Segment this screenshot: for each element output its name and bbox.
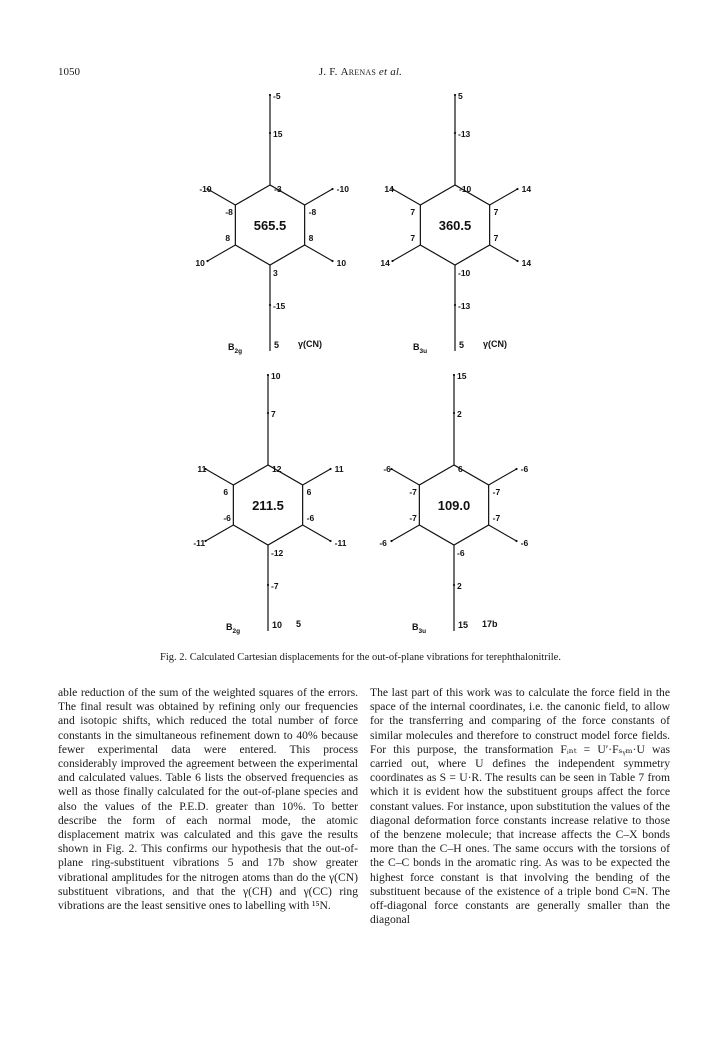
c-atom-bottom-tr (454, 304, 456, 306)
ch-bond-ll-bl (206, 525, 234, 541)
disp-ring-top-bl: 12 (272, 464, 282, 474)
disp-bot-c-tr: -13 (458, 301, 471, 311)
disp-ll-h-tl: 10 (195, 258, 205, 268)
ch-bond-ll-br (392, 525, 420, 541)
disp-ll-c-br: -7 (409, 513, 417, 523)
disp-ring-top-tl: -3 (274, 184, 282, 194)
disp-ring-top-br: 6 (458, 464, 463, 474)
disp-lr-h-bl: -11 (334, 538, 347, 548)
ch-bond-ur-tr (490, 189, 518, 205)
c-atom-bottom-bl (267, 584, 269, 586)
ch-bond-ul-br (392, 469, 420, 485)
symmetry-label-bl: $B_{2g}$ (226, 622, 241, 635)
disp-ur-c-bl: 6 (306, 487, 312, 497)
mode-number-tr: 5 (459, 340, 465, 350)
symmetry-label-br: $B_{3u}$ (412, 622, 427, 635)
h-atom-lr-bl (329, 540, 331, 542)
disp-lr-c-tl: 8 (308, 233, 314, 243)
disp-ll-c-tr: 7 (410, 233, 416, 243)
body-left-column (58, 686, 358, 913)
h-atom-ll-tl (206, 260, 208, 262)
h-atom-ll-br (390, 540, 392, 542)
disp-top-c-br: 2 (457, 409, 462, 419)
symmetry-subscript-br: 3u (418, 628, 427, 635)
disp-ur-c-br: -7 (492, 487, 501, 497)
disp-bot-c-br: 2 (457, 581, 462, 591)
frequency-value-tr: 360.5 (438, 218, 472, 233)
mode-extra-tr: γ(CN) (483, 339, 507, 349)
ch-bond-lr-bl (303, 525, 331, 541)
n-atom-top-bl (267, 374, 269, 376)
disp-ll-c-tl: 8 (225, 233, 231, 243)
mode-extra-br: 17b (482, 619, 498, 629)
disp-top-n-tr: 5 (458, 91, 463, 101)
disp-ring-bot-tr: -10 (458, 268, 471, 278)
disp-lr-h-tl: 10 (336, 258, 347, 268)
disp-ring-bot-tl: 3 (273, 268, 278, 278)
disp-ur-h-br: -6 (520, 464, 529, 474)
ch-bond-ll-tr (393, 245, 421, 261)
disp-ul-c-br: -7 (409, 487, 417, 497)
n-atom-top-br (453, 374, 455, 376)
ch-bond-ll-tl (208, 245, 236, 261)
mode-number-br: 15 (458, 620, 469, 630)
frequency-value-tl: 565.5 (253, 218, 287, 233)
n-atom-top-tr (454, 94, 456, 96)
disp-ring-top-tr: -10 (459, 184, 472, 194)
disp-top-n-bl: 10 (271, 371, 281, 381)
mode-number-bl: 10 (272, 620, 283, 630)
disp-ll-h-tr: 14 (380, 258, 390, 268)
disp-lr-h-br: -6 (520, 538, 529, 548)
disp-ul-c-bl: 6 (223, 487, 229, 497)
page-number: 1050 (58, 66, 80, 78)
disp-ring-bot-br: -6 (457, 548, 465, 558)
disp-lr-c-bl: -6 (306, 513, 315, 523)
h-atom-ur-tl (331, 188, 333, 190)
disp-bot-c-tl: -15 (273, 301, 286, 311)
disp-ul-h-tl: -10 (199, 184, 212, 194)
disp-ur-h-tl: -10 (336, 184, 349, 194)
c-atom-bottom-br (453, 584, 455, 586)
figure-caption: Fig. 2. Calculated Cartesian displacements for the out-of-plane vibrations for terephthalonitrile. (160, 652, 561, 663)
author-suffix: et al. (378, 66, 403, 78)
disp-bot-c-bl: -7 (271, 581, 279, 591)
h-atom-ur-tr (516, 188, 518, 190)
ch-bond-ul-tr (393, 189, 421, 205)
c-atom-top-tr (454, 132, 456, 134)
body-right-column (370, 686, 670, 927)
symmetry-subscript-tr: 3u (419, 348, 428, 355)
n-atom-top-tl (269, 94, 271, 96)
ch-bond-ul-tl (208, 189, 236, 205)
h-atom-lr-br (515, 540, 517, 542)
disp-ring-bot-bl: -12 (271, 548, 284, 558)
disp-ul-h-bl: 11 (197, 464, 207, 474)
h-atom-ll-tr (391, 260, 393, 262)
disp-ur-c-tr: 7 (493, 207, 499, 217)
h-atom-lr-tr (516, 260, 518, 262)
symmetry-subscript-tl: 2g (234, 348, 243, 355)
mode-extra-bl: 5 (296, 619, 302, 629)
ch-bond-ur-tl (305, 189, 333, 205)
disp-ur-c-tl: -8 (308, 207, 317, 217)
h-atom-ur-br (515, 468, 517, 470)
c-atom-top-bl (267, 412, 269, 414)
c-atom-top-br (453, 412, 455, 414)
c-atom-bottom-tl (269, 304, 271, 306)
symmetry-label-tr: $B_{3u}$ (413, 342, 428, 355)
author-surname: Arenas (340, 66, 376, 78)
disp-ur-h-bl: 11 (334, 464, 344, 474)
ch-bond-ur-bl (303, 469, 331, 485)
ch-bond-ul-bl (206, 469, 234, 485)
ch-bond-ur-br (489, 469, 517, 485)
disp-ul-c-tl: -8 (225, 207, 233, 217)
h-atom-lr-tl (331, 260, 333, 262)
disp-top-c-tr: -13 (458, 129, 471, 139)
disp-lr-h-tr: 14 (521, 258, 532, 268)
disp-ur-h-tr: 14 (521, 184, 532, 194)
disp-ul-h-br: -6 (383, 464, 391, 474)
ch-bond-lr-tl (305, 245, 333, 261)
disp-lr-c-br: -7 (492, 513, 501, 523)
disp-ul-c-tr: 7 (410, 207, 416, 217)
paragraph-left: able reduction of the sum of the weighted squares of the errors. The final result was obtained by refining only our frequencies and isotopic shifts, which reduced the total number of force constants in the simultaneous refinement down to 40% because fewer experimental data were entered. This process considerably improved the agreement between the experimental and calculated values. Table 6 lists the observed frequencies as well as those finally calculated for the out-of-plane species and also the values of the P.E.D. greater than 10%. To better describe the form of each normal mode, the atomic displacement matrix was calculated and this gave the results shown in Fig. 2. This confirms our hypothesis that the out-of-plane ring-substituent vibrations 5 and 17b show greater vibrational amplitudes for the nitrogen atoms than do the γ(CN) substituent vibrations, and that the γ(CH) and γ(CC) ring vibrations are the least sensitive ones to labelling with ¹⁵N. (58, 686, 358, 913)
c-atom-top-tl (269, 132, 271, 134)
ch-bond-lr-tr (490, 245, 518, 261)
disp-ll-h-br: -6 (379, 538, 387, 548)
ch-bond-lr-br (489, 525, 517, 541)
disp-lr-c-tr: 7 (493, 233, 499, 243)
author-initials: J. F. (318, 66, 338, 78)
disp-top-c-tl: 15 (273, 129, 283, 139)
frequency-value-br: 109.0 (437, 498, 471, 513)
symmetry-subscript-bl: 2g (232, 628, 241, 635)
frequency-value-bl: 211.5 (252, 498, 284, 513)
disp-top-n-br: 15 (457, 371, 467, 381)
paragraph-right: The last part of this work was to calculate the force field in the space of the internal coordinates, i.e. the canonic field, to allow for the transferring and comparing of the force constants of similar molecules and therefore to construct model force fields. For this purpose, the transformation Fᵢₙₜ = U′·Fₛᵧₘ·U was carried out, where U defines the independent symmetry coordinates as S = U·R. The results can be seen in Table 7 from which it is evident how the substituent groups affect the force constant values. For instance, upon substitution the values of the diagonal deformation force constants increase relative to those of the benzene molecule; that increase affects the C–X bonds more than the C–H ones. The same occurs with the torsions of the C–C bonds in the aromatic ring. As was to be expected the highest force constant is that involving the bending of the substituent because of the existence of a triple bond C≡N. The off-diagonal force constants are generally smaller than the diagonal (370, 686, 670, 927)
disp-top-c-bl: 7 (271, 409, 276, 419)
mode-number-tl: 5 (274, 340, 280, 350)
disp-ul-h-tr: 14 (384, 184, 394, 194)
disp-ll-c-bl: -6 (223, 513, 231, 523)
h-atom-ur-bl (329, 468, 331, 470)
disp-ll-h-bl: -11 (193, 538, 206, 548)
symmetry-label-tl: $B_{2g}$ (228, 342, 243, 355)
disp-top-n-tl: -5 (273, 91, 281, 101)
mode-extra-tl: γ(CN) (298, 339, 322, 349)
